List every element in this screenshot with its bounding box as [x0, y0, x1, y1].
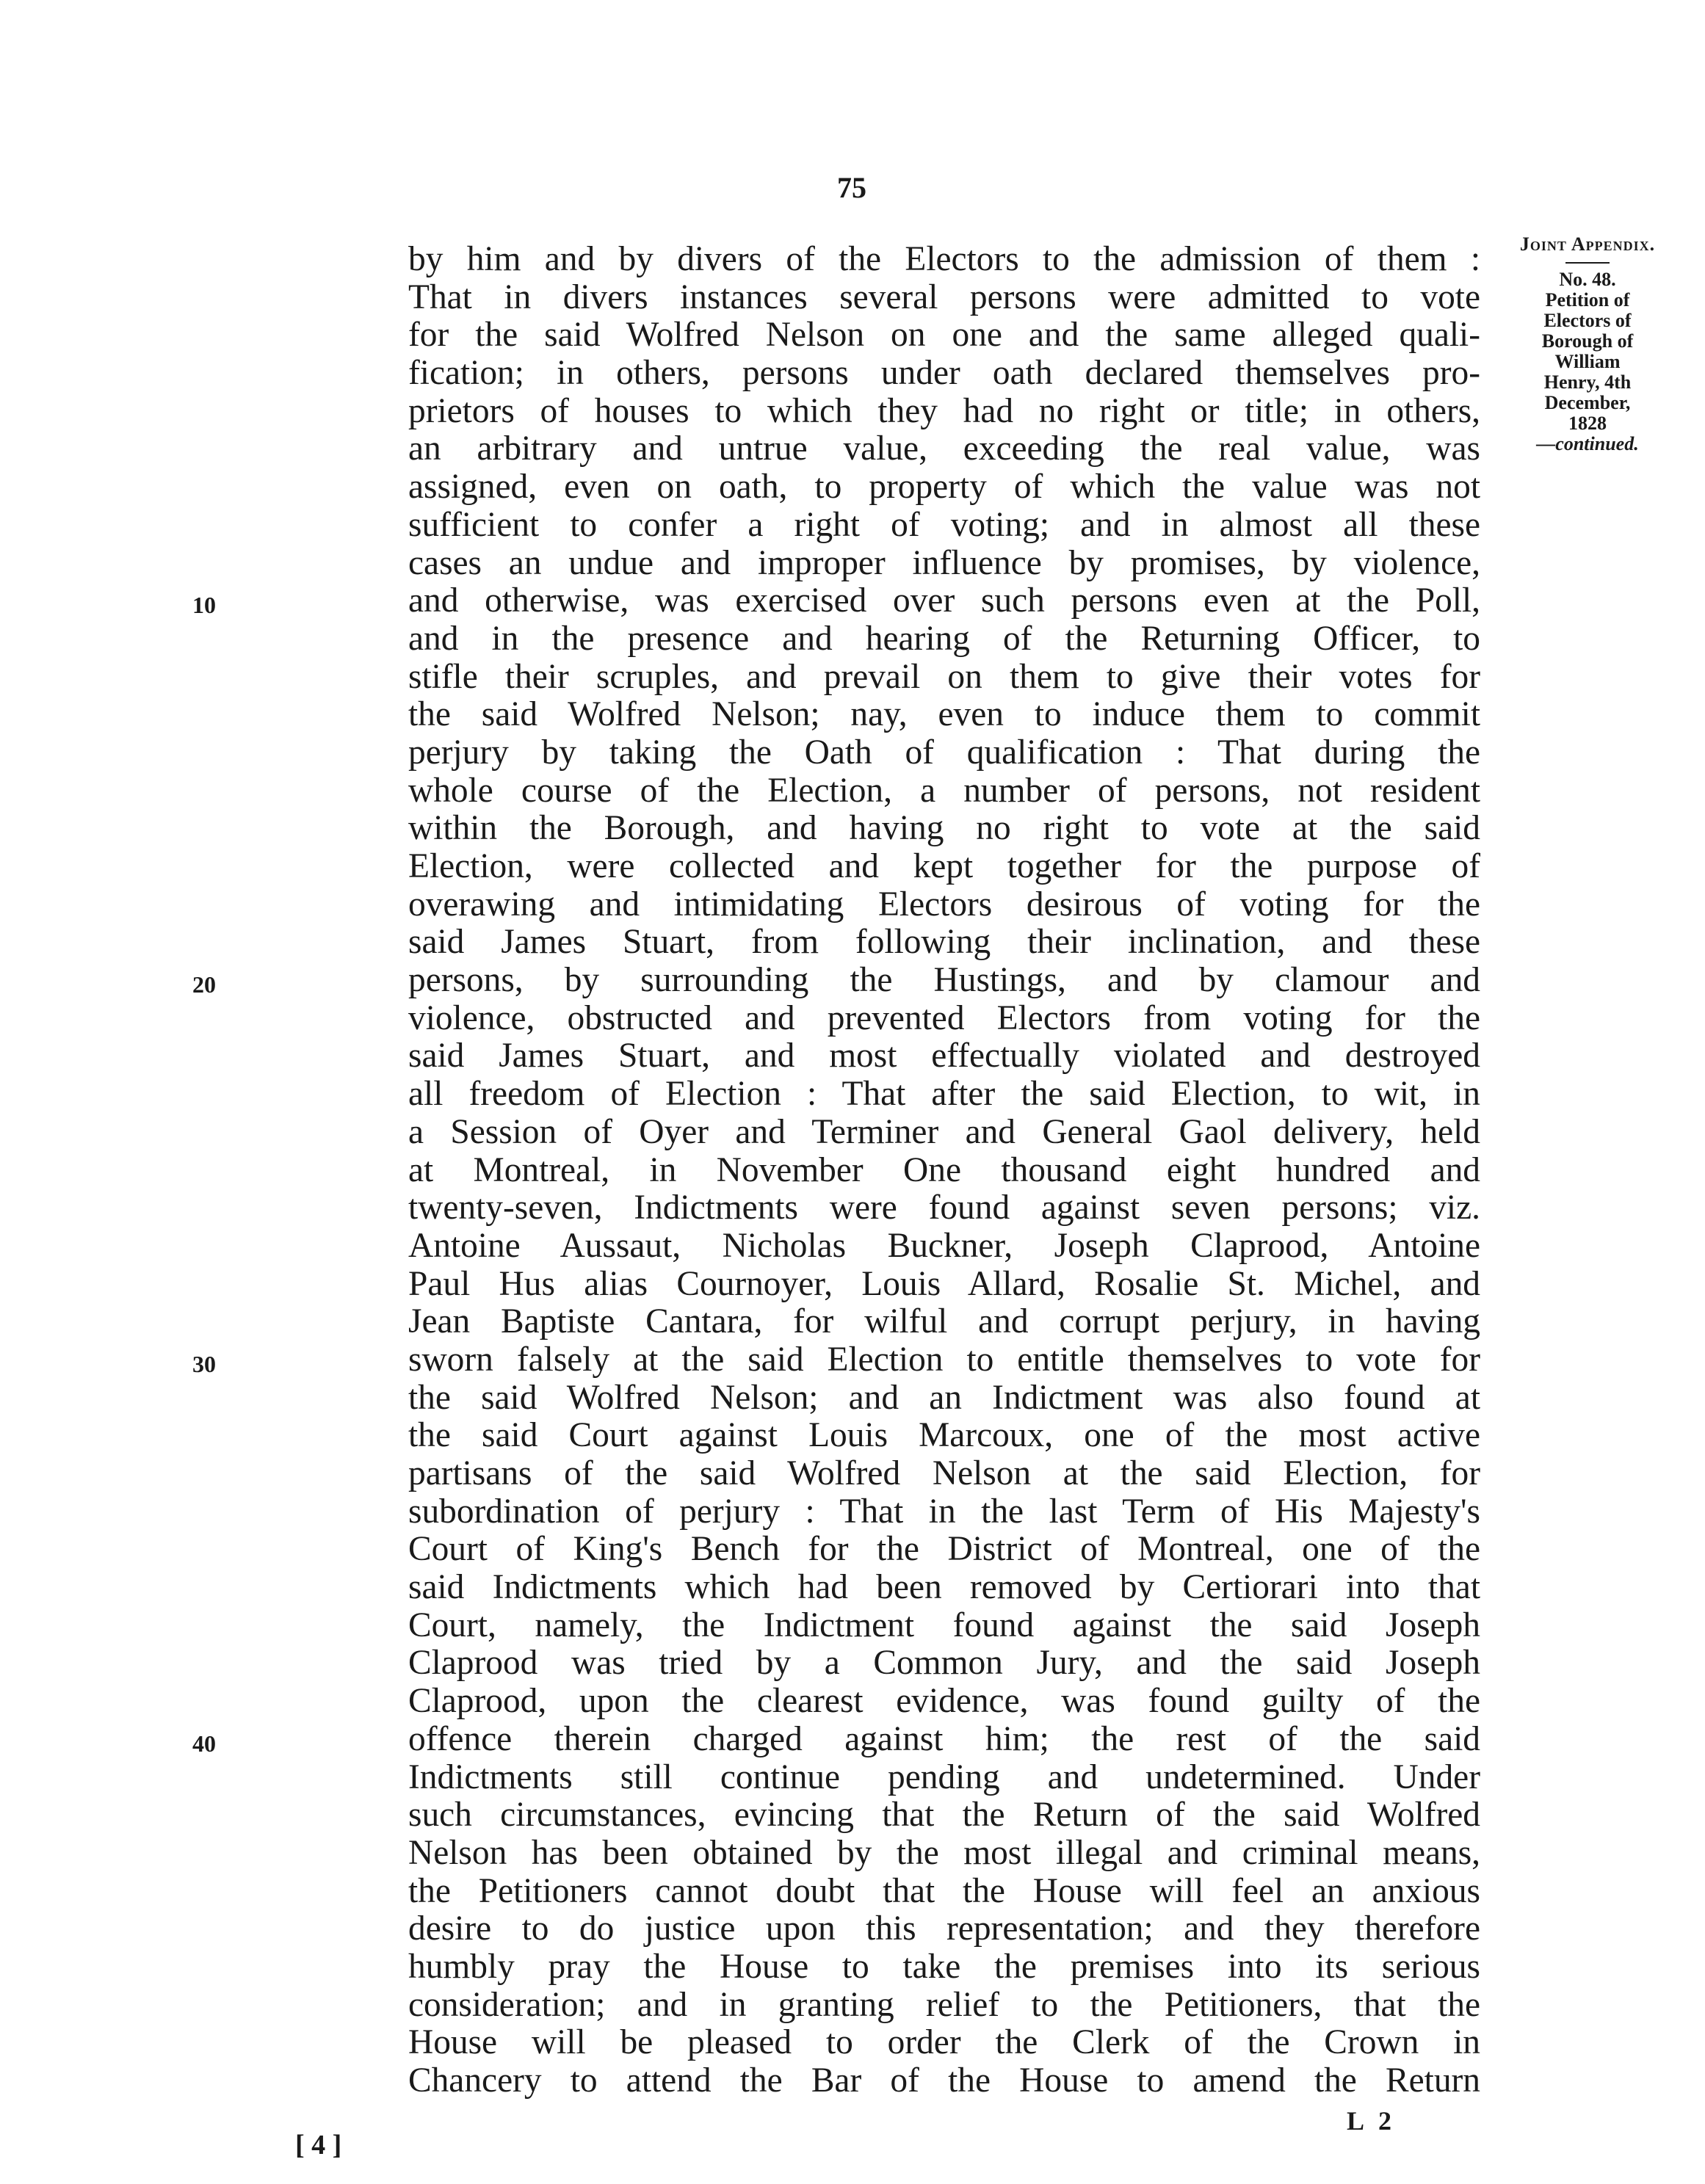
text-line: Jean Baptiste Cantara, for wilful and corrupt perjury, in having: [408, 1302, 1480, 1341]
text-line: the Petitioners cannot doubt that the House will feel an anxious: [408, 1871, 1480, 1910]
text-line: the said Wolfred Nelson; and an Indictment was also found at: [408, 1378, 1480, 1417]
text-line: a Session of Oyer and Terminer and General Gaol delivery, held: [408, 1112, 1480, 1151]
sidenote-title-line: December,: [1544, 392, 1631, 413]
text-line: Chancery to attend the Bar of the House to amend the Return: [408, 2061, 1480, 2100]
text-line: sufficient to confer a right of voting; and in almost all these: [408, 505, 1480, 544]
text-line: Antoine Aussaut, Nicholas Buckner, Joseph Claprood, Antoine: [408, 1226, 1480, 1265]
text-line: assigned, even on oath, to property of which the value was not: [408, 468, 1480, 507]
text-line: and in the presence and hearing of the Returning Officer, to: [408, 619, 1480, 658]
text-line: That in divers instances several persons were admitted to vote: [408, 277, 1480, 316]
text-line: at Montreal, in November One thousand eight hundred and: [408, 1150, 1480, 1189]
text-line: whole course of the Election, a number of persons, not resident: [408, 771, 1480, 810]
text-line: said James Stuart, and most effectually violated and destroyed: [408, 1037, 1480, 1075]
text-line: Election, were collected and kept together for the purpose of: [408, 847, 1480, 885]
sidenote-heading: Joint Appendix.: [1519, 233, 1656, 255]
text-line: consideration; and in granting relief to the Petitioners, that the: [408, 1985, 1480, 2024]
sidenote-divider: [1565, 262, 1610, 264]
text-line: for the said Wolfred Nelson on one and the same alleged quali-: [408, 316, 1480, 355]
line-number-30: 30: [192, 1351, 216, 1377]
petition-body-text: [408, 241, 1480, 2100]
text-line: violence, obstructed and prevented Electors from voting for the: [408, 998, 1480, 1037]
text-line: Nelson has been obtained by the most illegal and criminal means,: [408, 1833, 1480, 1872]
text-line: stifle their scruples, and prevail on them to give their votes for: [408, 657, 1480, 696]
text-line: such circumstances, evincing that the Return of the said Wolfred: [408, 1796, 1480, 1835]
text-line: subordination of perjury : That in the last Term of His Majesty's: [408, 1492, 1480, 1531]
line-number-40: 40: [192, 1730, 216, 1757]
sidenote-title-line: Borough of: [1541, 330, 1634, 352]
text-line: offence therein charged against him; the rest of the said: [408, 1719, 1480, 1758]
text-line: persons, by surrounding the Hustings, and by clamour and: [408, 961, 1480, 1000]
text-line: humbly pray the House to take the premises into its serious: [408, 1947, 1480, 1986]
text-line: the said Court against Louis Marcoux, one of the most active: [408, 1416, 1480, 1455]
text-line: said James Stuart, from following their inclination, and these: [408, 923, 1480, 962]
text-line: cases an undue and improper influence by promises, by violence,: [408, 543, 1480, 582]
text-line: twenty-seven, Indictments were found against seven persons; viz.: [408, 1189, 1480, 1227]
text-line: desire to do justice upon this representation; and they therefore: [408, 1909, 1480, 1948]
sidenote-title-line: 1828: [1568, 413, 1607, 434]
text-line: prietors of houses to which they had no right or title; in others,: [408, 391, 1480, 430]
printer-mark: [ 4 ]: [295, 2130, 342, 2161]
text-line: partisans of the said Wolfred Nelson at the said Election, for: [408, 1454, 1480, 1492]
margin-sidenote: [1499, 233, 1676, 454]
text-line: an arbitrary and untrue value, exceeding the real value, was: [408, 429, 1480, 468]
text-line: Court, namely, the Indictment found against the said Joseph: [408, 1606, 1480, 1644]
text-line: Court of King's Bench for the District of Montreal, one of the: [408, 1530, 1480, 1569]
sidenote-title-line: William: [1554, 351, 1621, 372]
text-line: by him and by divers of the Electors to the admission of them :: [408, 240, 1480, 278]
text-line: Paul Hus alias Cournoyer, Louis Allard, Rosalie St. Michel, and: [408, 1264, 1480, 1303]
text-line: House will be pleased to order the Clerk of the Crown in: [408, 2023, 1480, 2062]
text-line: all freedom of Election : That after the said Election, to wit, in: [408, 1075, 1480, 1114]
line-number-10: 10: [192, 592, 216, 618]
text-line: and otherwise, was exercised over such persons even at the Poll,: [408, 581, 1480, 620]
sidenote-document-number: No. 48.: [1559, 269, 1616, 290]
text-line: sworn falsely at the said Election to entitle themselves to vote for: [408, 1340, 1480, 1379]
text-line: overawing and intimidating Electors desirous of voting for the: [408, 885, 1480, 924]
sidenote-title-line: Electors of: [1543, 310, 1632, 331]
page-number: 75: [837, 171, 866, 204]
signature-mark: L 2: [1347, 2106, 1397, 2136]
sidenote-title-line: Henry, 4th: [1543, 371, 1632, 393]
sidenote-continued: —continued.: [1536, 433, 1639, 454]
text-line: perjury by taking the Oath of qualification : That during the: [408, 733, 1480, 772]
text-line: the said Wolfred Nelson; nay, even to induce them to commit: [408, 695, 1480, 734]
text-line: Indictments still continue pending and undetermined. Under: [408, 1757, 1480, 1796]
sidenote-title-line: Petition of: [1545, 289, 1630, 311]
text-line: fication; in others, persons under oath declared themselves pro-: [408, 354, 1480, 393]
line-number-20: 20: [192, 971, 216, 998]
text-line: said Indictments which had been removed by Certiorari into that: [408, 1568, 1480, 1607]
text-line: Claprood was tried by a Common Jury, and the said Joseph: [408, 1644, 1480, 1683]
text-line: within the Borough, and having no right to vote at the said: [408, 809, 1480, 848]
text-line: Claprood, upon the clearest evidence, was found guilty of the: [408, 1682, 1480, 1721]
